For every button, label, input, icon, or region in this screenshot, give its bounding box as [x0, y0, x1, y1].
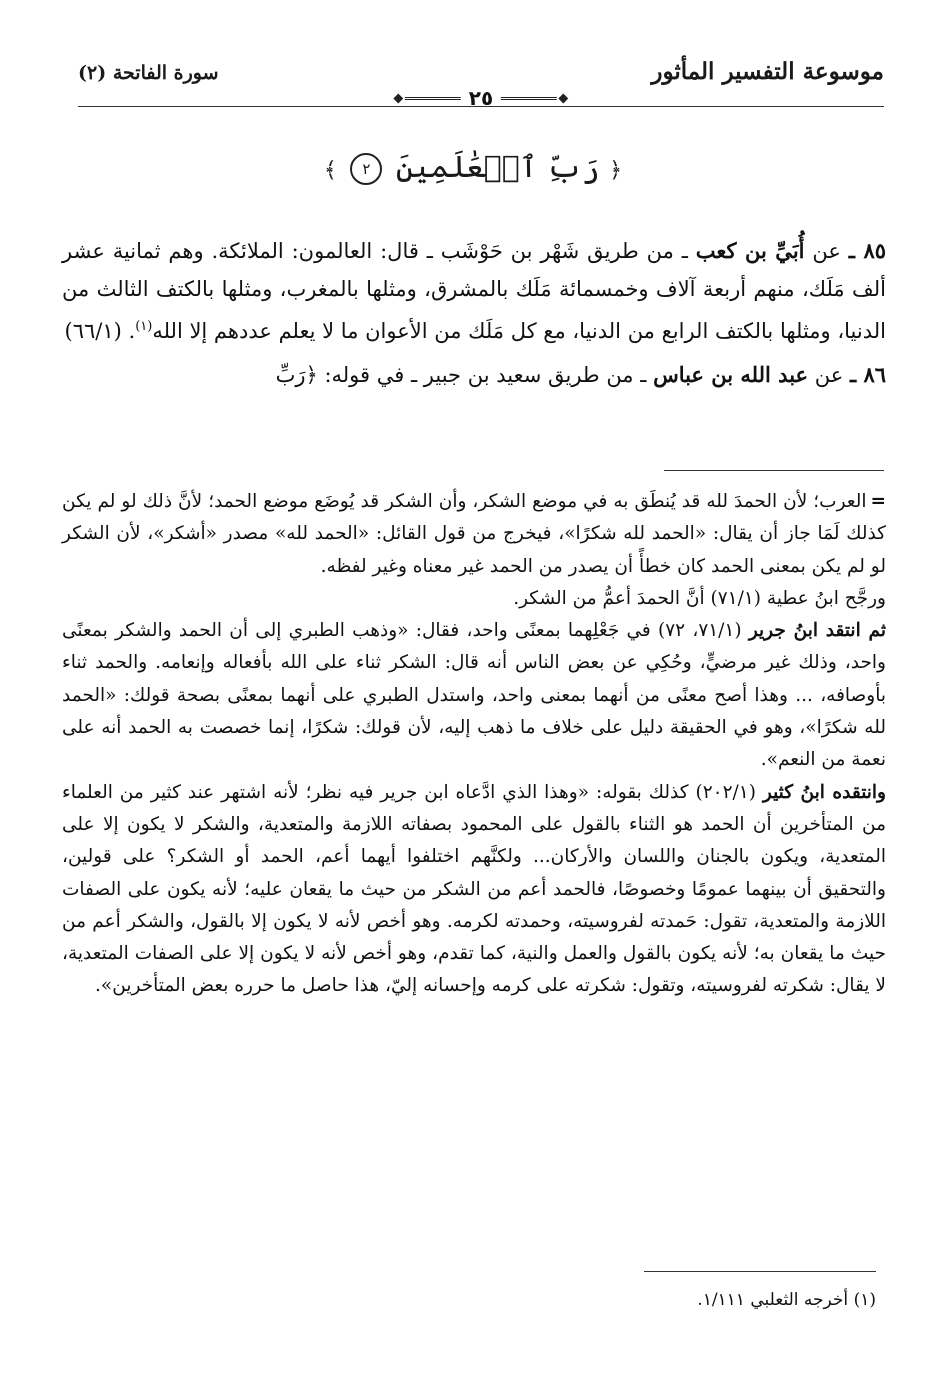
narrator-name: أُبَيِّ بن كعب: [695, 238, 805, 263]
surah-title: سورة الفاتحة (٢): [78, 62, 219, 84]
footnote: [62, 1286, 876, 1314]
narration-number: ٨٦ ـ: [849, 362, 886, 387]
note-text: العرب؛ لأن الحمدَ لله قد يُنطَق به في موضع الشكر، وأن الشكر قد يُوضَع موضع الحمد؛ لأنَّ ذلك لو لم يكن كذلك لَمَا جاز أن يقال: «الحمد لله شكرًا»، فيخرج من قول القائل: «الحمد لله» مصدر «أشكر»، لأن الشكر لو لم يكن بمعنى الحمد كان خطأً أن يصدر من الحمد غير معناه وغير لفظه.: [62, 491, 886, 577]
verse-heading: [0, 150, 946, 185]
main-text: [62, 232, 886, 400]
verse-number-badge: ٢: [350, 153, 382, 185]
narration-lead: عن: [814, 363, 844, 387]
book-title: موسوعة التفسير المأثور: [651, 58, 884, 85]
narration-85: [62, 232, 886, 350]
note-paragraph: [62, 615, 886, 776]
verse-close-bracket: ﴾: [323, 158, 337, 183]
verse-text: رَبِّ ٱلۡعَٰلَمِينَ: [395, 150, 600, 185]
note-text: ورجَّح ابنُ عطية (٧١/١) أنَّ الحمدَ أعمُّ من الشكر.: [513, 587, 886, 609]
footnote-text: أخرجه الثعلبي ١/١١١.: [697, 1290, 849, 1310]
note-paragraph: [62, 777, 886, 1003]
footnote-number: (١): [853, 1290, 876, 1310]
note-paragraph: [62, 583, 886, 615]
continuation-mark: =: [870, 491, 886, 512]
footnote-ref[interactable]: (١): [135, 319, 153, 334]
narration-text: ـ من طريق سعيد بن جبير ـ في قوله: ﴿رَبِّ: [275, 363, 647, 387]
running-header: [78, 58, 884, 110]
page-number: ٢٥: [468, 86, 494, 110]
narration-lead: عن: [812, 239, 841, 263]
narration-86: [62, 356, 886, 394]
note-text: (٧١/١، ٧٢) في جَعْلِهما بمعنًى واحد، فقال: «وذهب الطبري إلى أن الحمد والشكر بمعنًى واحد، وذلك غير مرضيٍّ، وحُكِي عن بعض الناس أنه قال: الشكر ثناء على الله بأفعاله وإنعامه. والحمد ثناء بأوصافه، ... وهذا أصح معنًى من أنهما بمعنى واحد، واستدل الطبري على أنهما بمعنًى بصحة قولك: «الحمد لله شكرًا»، وهو في الحقيقة دليل على خلاف ما ذهب إليه، لأن قولك: شكرًا، إنما خصصت به الحمد أنه على نعمة من النعم».: [62, 620, 886, 771]
note-lead: وانتقده ابنُ كثير: [762, 781, 886, 803]
narrator-name: عبد الله بن عباس: [653, 362, 809, 387]
note-paragraph: [62, 486, 886, 583]
narration-number: ٨٥ ـ: [848, 238, 886, 263]
header-rule: [78, 106, 884, 107]
commentary-notes: [62, 486, 886, 1003]
right-ornament: [501, 95, 570, 102]
narration-tail: . (٦٦/١): [64, 319, 136, 343]
left-ornament: [392, 95, 461, 102]
note-lead: ثم انتقد ابنُ جرير: [748, 620, 886, 642]
narration-text: ـ من طريق شَهْر بن حَوْشَب ـ قال: العالمون: الملائكة. وهم ثمانية عشر ألف مَلَك، منهم أربعة آلاف وخمسمائة مَلَك بالمشرق، ومثلها بالمغرب، ومثلها بالكتف الثالث من الدنيا، ومثلها بالكتف الرابع من الدنيا، مع كل مَلَك من الأعوان ما لا يعلم عددهم إلا الله: [62, 239, 886, 343]
footnote-rule: [644, 1271, 876, 1272]
notes-divider: [664, 470, 884, 471]
verse-open-bracket: ﴿: [609, 158, 623, 183]
note-text: (٢٠٢/١) كذلك بقوله: «وهذا الذي ادَّعاه ابن جرير فيه نظر؛ لأنه اشتهر عند كثير من العلماء من المتأخرين أن الحمد هو الثناء بالقول على المحمود بصفاته اللازمة والمتعدية، والشكر لا يكون إلا على المتعدية، ويكون بالجنان واللسان والأركان... ولكنَّهم اختلفوا أيهما أعم، الحمد أو الشكر؟ على قولين، والتحقيق أن بينهما عمومًا وخصوصًا، فالحمد أعم من الشكر من حيث ما يقعان عليه؛ لأنه يكون على الصفات اللازمة والمتعدية، تقول: حَمدته لفروسيته، وحمدته لكرمه. وهو أخص لأنه لا يكون إلا بالقول، والشكر أعم من حيث ما يقعان به؛ لأنه يكون بالقول والعمل والنية، كما تقدم، وهو أخص لأنه لا يكون إلا على الصفات المتعدية، لا يقال: شكرته لفروسيته، وتقول: شكرته على كرمه وإحسانه إليّ، هذا حاصل ما حرره بعض المتأخرين».: [62, 781, 886, 997]
